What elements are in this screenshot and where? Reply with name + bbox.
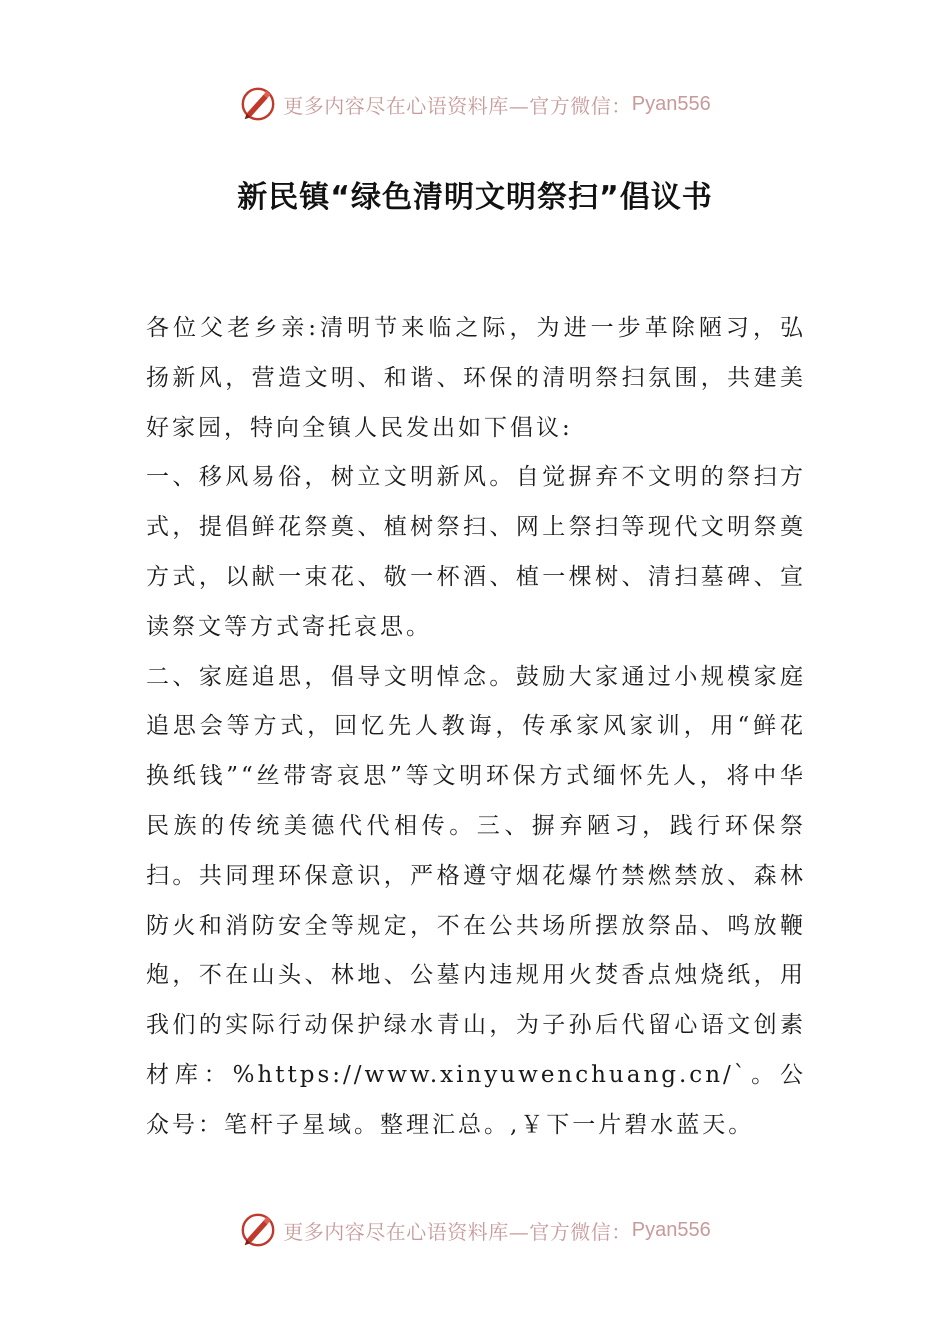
document-body [146,304,806,1151]
watermark-wechat-id: Pyan556 [631,92,711,115]
watermark-wechat-id: Pyan556 [631,1218,711,1241]
paragraph-proposal-1: 一、移风易俗，树立文明新风。自觉摒弃不文明的祭扫方式，提倡鲜花祭奠、植树祭扫、网上祭扫等现代文明祭奠方式，以献一束花、敬一杯酒、植一棵树、清扫墓碑、宣读祭文等方式寄托哀思。 [146,464,806,640]
watermark-text: 更多内容尽在心语资料库—官方微信： [283,93,632,118]
header-watermark [0,82,950,126]
watermark-text: 更多内容尽在心语资料库—官方微信： [283,1219,632,1244]
pen-logo-icon [239,1211,277,1249]
document-title: 新民镇“绿色清明文明祭扫”倡议书 [237,180,713,215]
pen-logo-icon [239,85,277,123]
paragraph-greeting: 各位父老乡亲:清明节来临之际，为进一步革除陋习，弘扬新风，营造文明、和谐、环保的清明祭扫氛围，共建美好家园，特向全镇人民发出如下倡议: [146,315,806,441]
paragraph-proposal-2: 二、家庭追思，倡导文明悼念。鼓励大家通过小规模家庭追思会等方式，回忆先人教诲，传承家风家训，用“鲜花换纸钱”“丝带寄哀思”等文明环保方式缅怀先人，将中华民族的传统美德代代相传。三、摒弃陋习，践行环保祭扫。共同理环保意识，严格遵守烟花爆竹禁燃禁放、森林防火和消防安全等规定，不在公共场所摆放祭品、鸣放鞭炮，不在山头、林地、公墓内违规用火焚香点烛烧纸，用我们的实际行动保护绿水青山，为子孙后代留心语文创素材库：%https://www.xinyuwenchuang.cn/`。公众号：笔杆子星域。整理汇总。,￥下一片碧水蓝天。 [146,663,806,1138]
footer-watermark [0,1208,950,1252]
